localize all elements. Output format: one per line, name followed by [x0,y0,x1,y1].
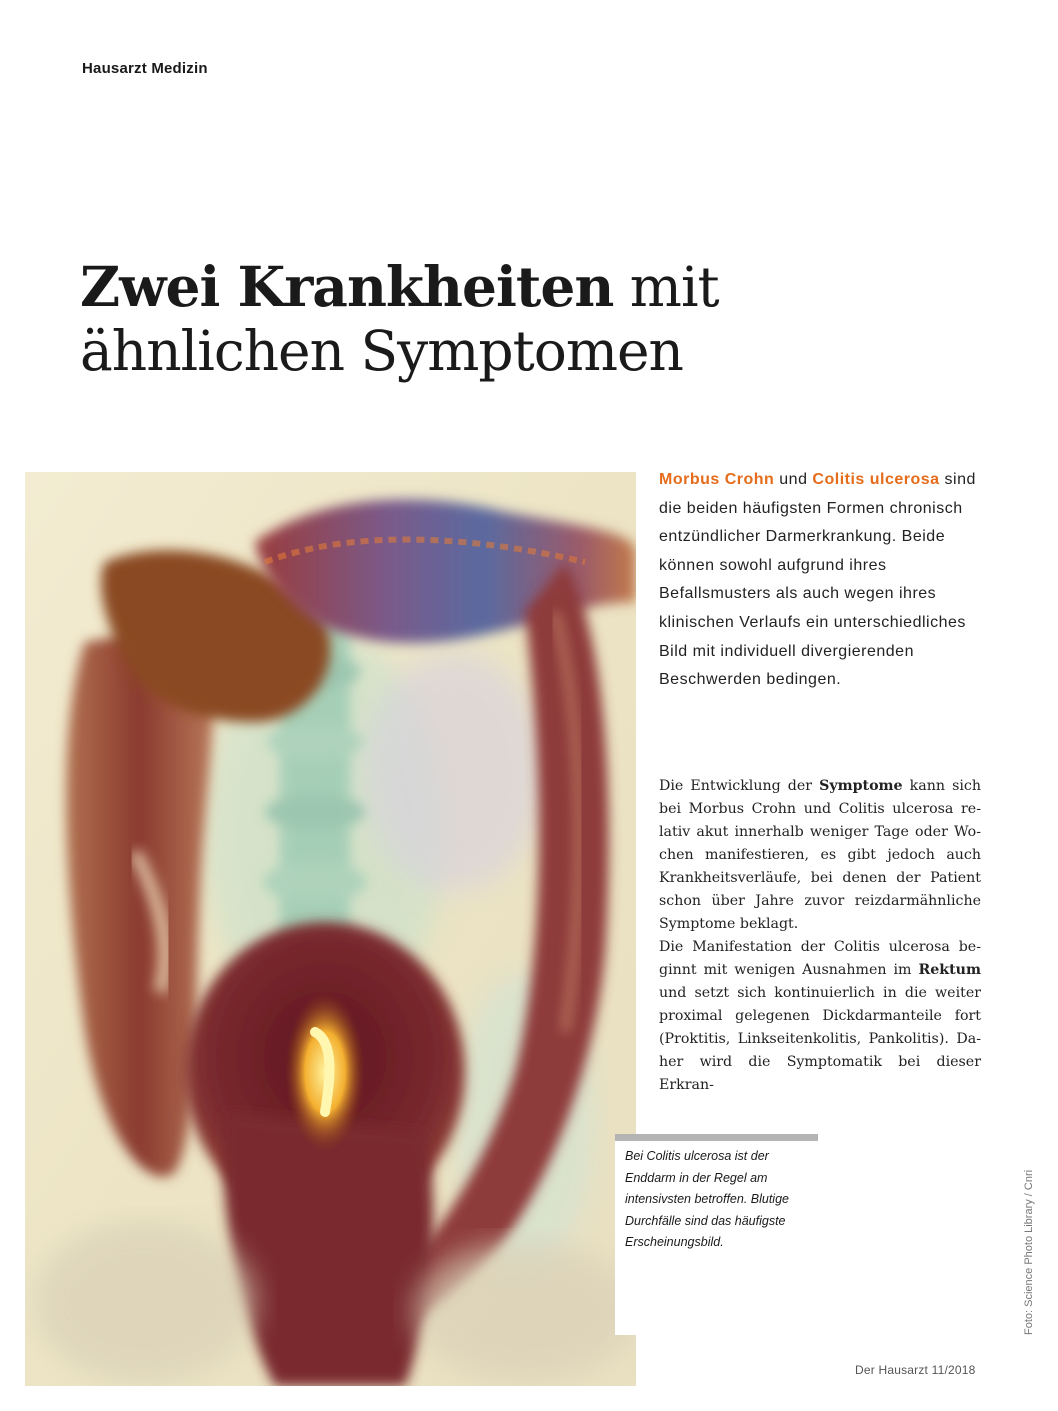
image-caption: Bei Colitis ulcerosa ist der Enddarm in der Regel am intensivsten betroffen. Blutige Durchfälle sind das häufigste Erscheinungsbild. [625,1149,789,1249]
footer-issue: Der Hausarzt 11/2018 [855,1363,976,1377]
body-p2-start: Die Manifestation der Colitis ulcerosa beginnt mit wenigen Ausnahmen im [659,939,981,978]
lead-text: sind die beiden häufigsten Formen chronisch entzündlicher Darmerkrankung. Beide können sowohl aufgrund ihres Befallsmusters als auch wegen ihres klinischen Verlaufs ein unterschiedliches Bild mit individuell divergierenden Beschwerden bedingen. [659,471,976,689]
lead-connector: und [774,471,813,488]
body-p1-end: kann sich bei Morbus Crohn und Colitis ulcerosa relativ akut innerhalb weniger Tage oder Wochen manifestieren, es gibt jedoch auch Krankheitsverläufe, bei denen der Patient schon über Jahre zuvor reizdarmähnliche Symptome beklagt. [659,778,981,932]
caption-rule [615,1134,818,1141]
lead-paragraph [659,466,979,695]
headline [80,255,840,383]
body-p2-end: und setzt sich kontinuierlich in die weiter proximal gelegenen Dickdarmanteile fort (Proktitis, Linkseitenkolitis, Pankolitis). Daher wird die Symptomatik bei dieser Erkran- [659,985,981,1093]
body-p1-bold: Symptome [819,778,903,794]
body-p2-bold: Rektum [918,962,981,978]
lead-term-morbus-crohn: Morbus Crohn [659,471,775,488]
body-text [659,775,981,1097]
section-label: Hausarzt Medizin [82,60,208,77]
body-paragraph-2 [659,936,981,1097]
lead-term-colitis-ulcerosa: Colitis ulcerosa [812,471,940,488]
headline-rest: mit [613,255,719,319]
body-paragraph-1 [659,775,981,936]
headline-line2: ähnlichen Symptomen [80,319,683,383]
photo-credit: Foto: Science Photo Library / Cnri [1023,1169,1035,1335]
body-p1-start: Die Entwicklung der [659,778,820,794]
colon-xray-image [25,472,636,1386]
headline-bold: Zwei Krankheiten [80,254,614,319]
